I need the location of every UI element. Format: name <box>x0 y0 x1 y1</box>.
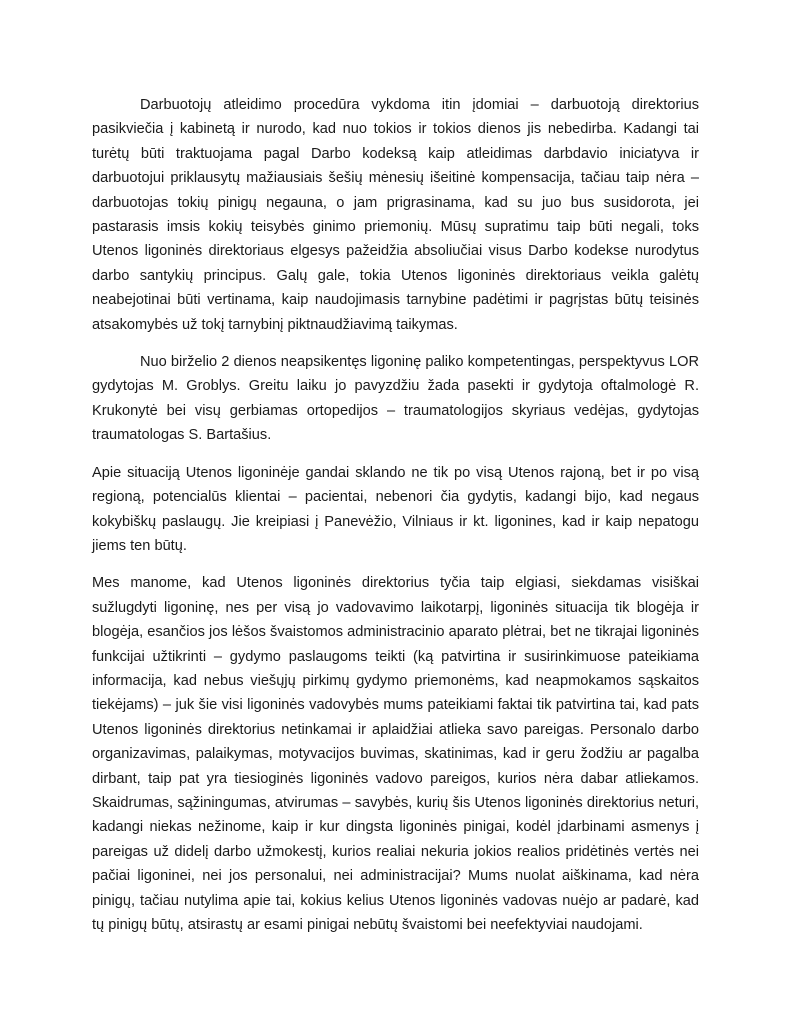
paragraph-director-criticism: Mes manome, kad Utenos ligoninės direktorius tyčia taip elgiasi, siekdamas visiškai sužlugdyti ligoninę, nes per visą jo vadovavimo laikotarpį, ligoninės situacija tik blogėja ir blogėja, esančios jos lėšos švaistomos administracinio aparato plėtrai, bet ne tikrajai ligoninės funkcijai užtikrinti – gydymo paslaugoms teikti (ką patvirtina ir susirinkimuose pateikiama informacija, kad nebus viešųjų pirkimų gydymo priemonėms, kad neapmokamos sąskaitos tiekėjams) – juk šie visi ligoninės vadovybės mums pateikiami faktai tik patvirtina tai, kad pats Utenos ligoninės direktorius netinkamai ir aplaidžiai atlieka savo pareigas. Personalo darbo organizavimas, palaikymas, motyvacijos buvimas, skatinimas, kad ir geru žodžiu ar pagalba dirbant, taip pat yra tiesioginės ligoninės vadovo pareigos, kurios nėra dabar atliekamos. Skaidrumas, sąžiningumas, atvirumas – savybės, kurių šis Utenos ligoninės direktorius neturi, kadangi niekas nežinome, kaip ir kur dingsta ligoninės pinigai, kodėl įdarbinami asmenys į pareigas už didelį darbo užmokestį, kurios realiai nekuria jokios realios pridėtinės vertės nei pačiai ligoninei, nei jos personalui, nei administracijai? Mums nuolat aiškinama, kad nėra pinigų, tačiau nutylima apie tai, kokius kelius Utenos ligoninės vadovas nuėjo ar padarė, kad tų pinigų būtų, atsirastų ar esami pinigai nebūtų švaistomi bei neefektyviai naudojami. <box>92 575 699 933</box>
document-page <box>92 93 699 950</box>
paragraph-doctors-leaving: Nuo birželio 2 dienos neapsikentęs ligoninę paliko kompetentingas, perspektyvus LOR gydytojas M. Groblys. Greitu laiku jo pavyzdžiu žada pasekti ir gydytoja oftalmologė R. Krukonytė bei visų gerbiamas ortopedijos – traumatologijos skyriaus vedėjas, gydytojas traumatologas S. Bartašius. <box>92 354 699 444</box>
paragraph-regional-situation: Apie situaciją Utenos ligoninėje gandai sklando ne tik po visą Utenos rajoną, bet ir po visą regioną, potencialūs klientai – pacientai, nebenori čia gydytis, kadangi bijo, kad negaus kokybiškų paslaugų. Jie kreipiasi į Panevėžio, Vilniaus ir kt. ligonines, kad ir kaip nepatogu jiems ten būtų. <box>92 464 699 554</box>
paragraph-dismissal-procedure: Darbuotojų atleidimo procedūra vykdoma itin įdomiai – darbuotoją direktorius pasikviečia į kabinetą ir nurodo, kad nuo tokios ir tokios dienos jis nebedirba. Kadangi tai turėtų būti traktuojama pagal Darbo kodeksą kaip atleidimas darbdavio iniciatyva ir darbuotojui priklausytų mažiausiais šešių mėnesių išeitinė kompensacija, tačiau taip nėra – darbuotojas tokių pinigų negauna, o jam prigrasinama, kad su juo bus susidorota, jei pastarasis imsis kokių teisybės ginimo priemonių. Mūsų supratimu taip būti negali, toks Utenos ligoninės direktoriaus elgesys pažeidžia absoliučiai visus Darbo kodekse nurodytus darbo santykių principus. Galų gale, tokia Utenos ligoninės direktoriaus veikla galėtų neabejotinai būti vertinama, kaip naudojimasis tarnybine padėtimi ir pagrįstas būtų teisinės atsakomybės už tokį tarnybinį piktnaudžiavimą taikymas. <box>92 97 699 333</box>
